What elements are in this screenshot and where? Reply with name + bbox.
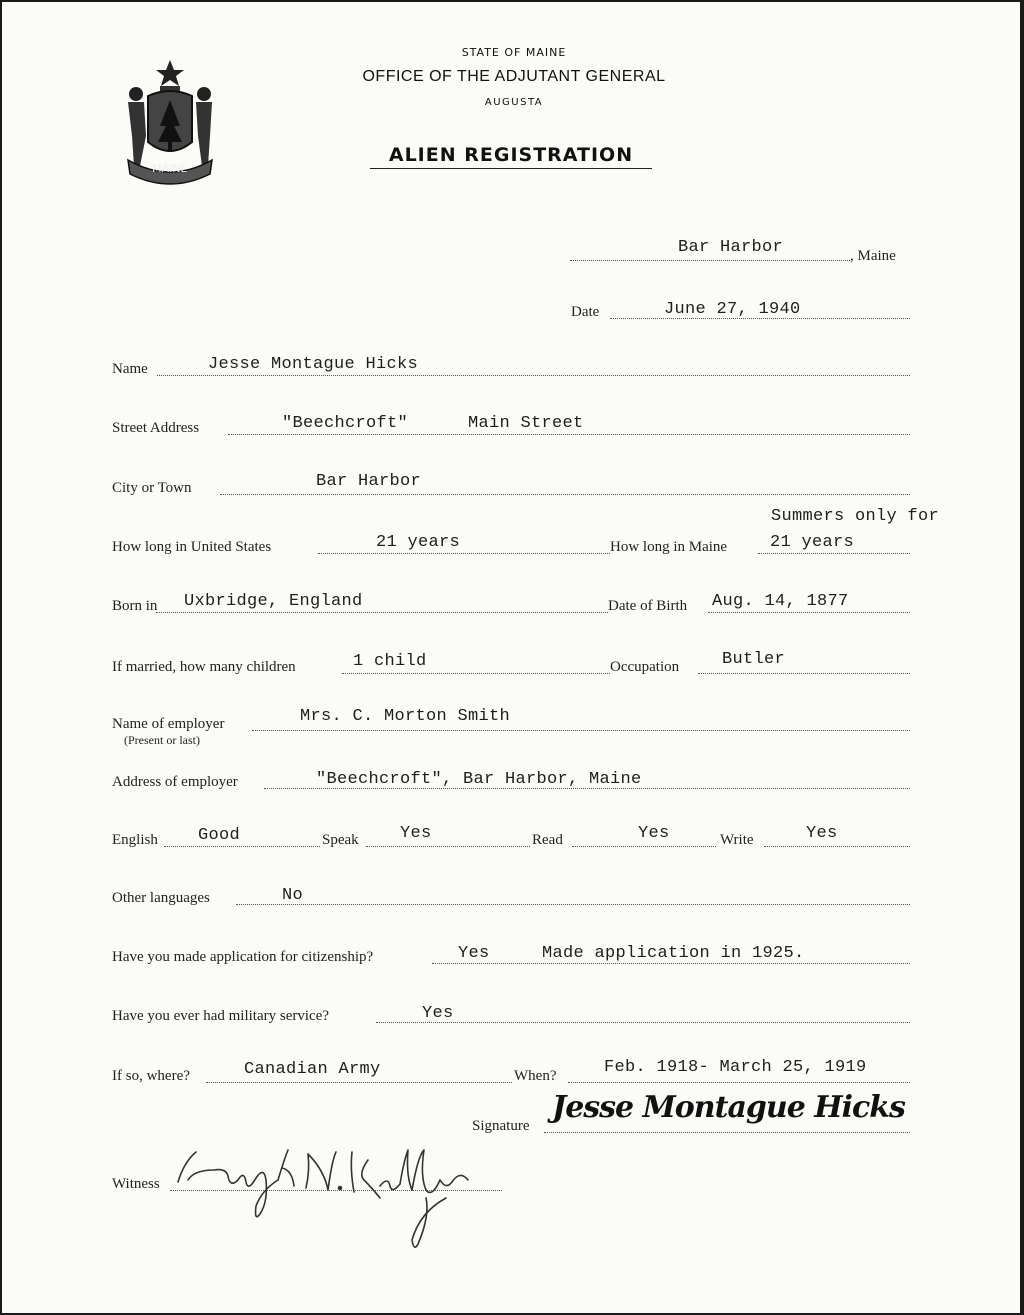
employer-sublabel: (Present or last) bbox=[124, 733, 200, 747]
employer-address-value: "Beechcroft", Bar Harbor, Maine bbox=[316, 770, 642, 789]
born-line bbox=[156, 612, 608, 613]
maine-duration-value: 21 years bbox=[770, 533, 855, 552]
dob-label: Date of Birth bbox=[608, 598, 688, 614]
military-value: Yes bbox=[422, 1004, 454, 1023]
dob-line bbox=[708, 612, 910, 613]
registration-form bbox=[2, 2, 1020, 1313]
military-where-value: Canadian Army bbox=[244, 1060, 381, 1079]
write-line bbox=[764, 846, 910, 847]
born-value: Uxbridge, England bbox=[184, 592, 363, 611]
write-value: Yes bbox=[806, 824, 838, 843]
military-where-label: If so, where? bbox=[112, 1068, 190, 1084]
citizenship-line bbox=[432, 963, 910, 964]
header-city: AUGUSTA bbox=[484, 97, 544, 108]
street-line bbox=[228, 434, 910, 435]
seal-text: MAINE bbox=[152, 162, 188, 175]
maine-duration-line bbox=[758, 553, 910, 554]
military-label: Have you ever had military service? bbox=[112, 1008, 329, 1024]
military-when-line bbox=[568, 1082, 910, 1083]
date-value: June 27, 1940 bbox=[664, 300, 801, 319]
write-label: Write bbox=[720, 832, 754, 848]
us-duration-label: How long in United States bbox=[112, 539, 272, 555]
place-line bbox=[570, 260, 850, 261]
english-label: English bbox=[112, 832, 158, 848]
military-line bbox=[376, 1022, 910, 1023]
employer-value: Mrs. C. Morton Smith bbox=[300, 707, 511, 726]
header-state: STATE OF MAINE bbox=[461, 46, 567, 59]
children-label: If married, how many children bbox=[112, 659, 296, 675]
date-label: Date bbox=[571, 304, 600, 320]
city-label: City or Town bbox=[112, 480, 192, 496]
occupation-value: Butler bbox=[722, 650, 786, 669]
speak-value: Yes bbox=[400, 824, 432, 843]
children-line bbox=[342, 673, 610, 674]
citizenship-value-2: Made application in 1925. bbox=[542, 944, 805, 963]
name-value: Jesse Montague Hicks bbox=[208, 355, 419, 374]
name-line bbox=[157, 375, 910, 376]
occupation-label: Occupation bbox=[610, 659, 680, 675]
children-value: 1 child bbox=[353, 652, 427, 671]
military-where-line bbox=[206, 1082, 512, 1083]
signature-value: Jesse Montague Hicks bbox=[552, 1090, 905, 1125]
employer-address-label: Address of employer bbox=[112, 774, 238, 790]
maine-duration-note: Summers only for bbox=[771, 507, 940, 526]
other-languages-label: Other languages bbox=[112, 890, 210, 906]
us-duration-line bbox=[318, 553, 610, 554]
city-line bbox=[220, 494, 910, 495]
place-suffix: , Maine bbox=[850, 248, 896, 264]
read-label: Read bbox=[532, 832, 563, 848]
citizenship-value-1: Yes bbox=[458, 944, 490, 963]
citizenship-label: Have you made application for citizenship? bbox=[112, 949, 374, 965]
street-label: Street Address bbox=[112, 420, 200, 436]
dob-value: Aug. 14, 1877 bbox=[712, 592, 849, 611]
maine-duration-label: How long in Maine bbox=[610, 539, 728, 555]
born-label: Born in bbox=[112, 598, 158, 614]
signature-label: Signature bbox=[472, 1118, 530, 1134]
speak-line bbox=[366, 846, 530, 847]
header-office: OFFICE OF THE ADJUTANT GENERAL bbox=[362, 68, 666, 85]
us-duration-value: 21 years bbox=[376, 533, 461, 552]
street-value-2: Main Street bbox=[468, 414, 584, 433]
english-line bbox=[164, 846, 320, 847]
signature-line bbox=[544, 1132, 910, 1133]
occupation-line bbox=[698, 673, 910, 674]
read-value: Yes bbox=[638, 824, 670, 843]
military-when-label: When? bbox=[514, 1068, 557, 1084]
witness-signature-icon bbox=[168, 1140, 488, 1258]
english-value: Good bbox=[198, 826, 241, 845]
city-value: Bar Harbor bbox=[316, 472, 422, 491]
place-value: Bar Harbor bbox=[678, 238, 784, 257]
form-title: ALIEN REGISTRATION bbox=[370, 144, 652, 169]
name-label: Name bbox=[112, 361, 148, 377]
employer-line bbox=[252, 730, 910, 731]
military-when-value: Feb. 1918- March 25, 1919 bbox=[604, 1058, 867, 1077]
read-line bbox=[572, 846, 716, 847]
speak-label: Speak bbox=[322, 832, 359, 848]
other-languages-line bbox=[236, 904, 910, 905]
street-value-1: "Beechcroft" bbox=[282, 414, 409, 433]
other-languages-value: No bbox=[282, 886, 304, 905]
witness-label: Witness bbox=[112, 1176, 160, 1192]
employer-label: Name of employer bbox=[112, 716, 225, 732]
